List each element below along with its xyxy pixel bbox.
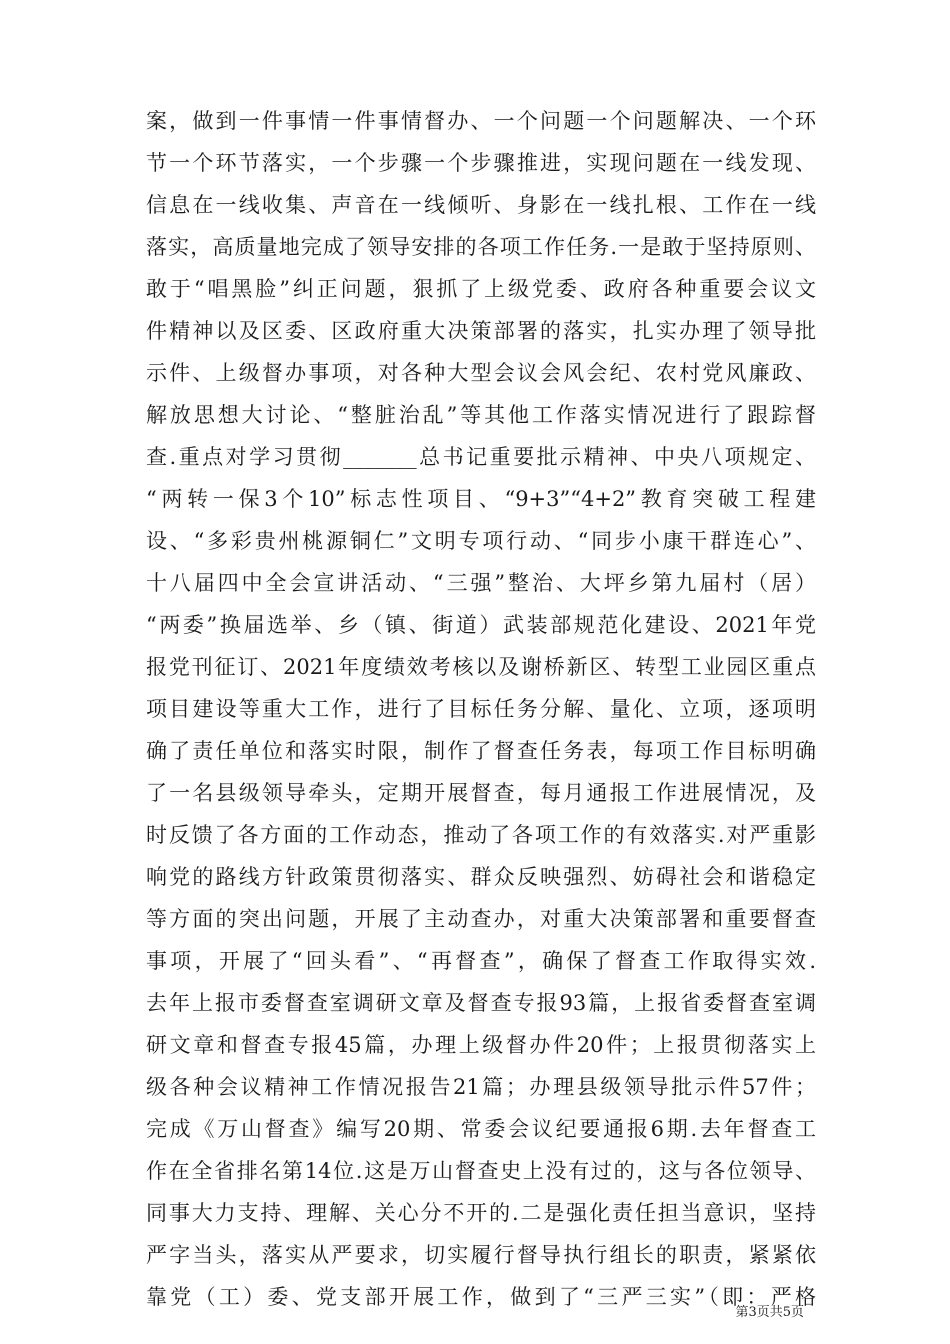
text-line: 示件、上级督办事项，对各种大型会议会风会纪、农村党风廉政、 <box>146 361 816 385</box>
text-line: 节一个环节落实，一个步骤一个步骤推进，实现问题在一线发现、 <box>146 151 816 175</box>
page-number-footer: 第3页共5页 <box>735 1305 804 1320</box>
text-line: 响党的路线方针政策贯彻落实、群众反映强烈、妨碍社会和谐稳定 <box>146 865 816 889</box>
text-line: 去年上报市委督查室调研文章及督查专报93篇，上报省委督查室调 <box>146 991 816 1015</box>
text-line: 严字当头，落实从严要求，切实履行督导执行组长的职责，紧紧依 <box>146 1243 816 1267</box>
text-line: 作在全省排名第14位.这是万山督查史上没有过的，这与各位领导、 <box>146 1159 816 1183</box>
text-line: 查.重点对学习贯彻_______总书记重要批示精神、中央八项规定、 <box>146 445 816 469</box>
text-line: 级各种会议精神工作情况报告21篇；办理县级领导批示件57件； <box>146 1075 816 1099</box>
text-line: 时反馈了各方面的工作动态，推动了各项工作的有效落实.对严重影 <box>146 823 816 847</box>
text-line: 信息在一线收集、声音在一线倾听、身影在一线扎根、工作在一线 <box>146 193 816 217</box>
text-line: “两委”换届选举、乡（镇、街道）武装部规范化建设、2021年党 <box>146 613 816 637</box>
text-line: 解放思想大讨论、“整脏治乱”等其他工作落实情况进行了跟踪督 <box>146 403 816 427</box>
body-paragraph <box>146 100 816 1318</box>
text-line: 报党刊征订、2021年度绩效考核以及谢桥新区、转型工业园区重点 <box>146 655 816 679</box>
text-line: 确了责任单位和落实时限，制作了督查任务表，每项工作目标明确 <box>146 739 816 763</box>
text-line: 事项，开展了“回头看”、“再督查”，确保了督查工作取得实效. <box>146 949 816 973</box>
text-line: 完成《万山督查》编写20期、常委会议纪要通报6期.去年督查工 <box>146 1117 816 1141</box>
text-line: 案，做到一件事情一件事情督办、一个问题一个问题解决、一个环 <box>146 109 816 133</box>
text-line: 设、“多彩贵州桃源铜仁”文明专项行动、“同步小康干群连心”、 <box>146 529 816 553</box>
text-line: 项目建设等重大工作，进行了目标任务分解、量化、立项，逐项明 <box>146 697 816 721</box>
text-line: 等方面的突出问题，开展了主动查办，对重大决策部署和重要督查 <box>146 907 816 931</box>
text-line: 件精神以及区委、区政府重大决策部署的落实，扎实办理了领导批 <box>146 319 816 343</box>
text-line: 了一名县级领导牵头，定期开展督查，每月通报工作进展情况，及 <box>146 781 816 805</box>
text-line: 同事大力支持、理解、关心分不开的.二是强化责任担当意识，坚持 <box>146 1201 816 1225</box>
text-line: “两转一保3个10”标志性项目、“9+3”“4+2”教育突破工程建 <box>146 487 816 511</box>
text-line: 研文章和督查专报45篇，办理上级督办件20件；上报贯彻落实上 <box>146 1033 816 1057</box>
text-line: 十八届四中全会宣讲活动、“三强”整治、大坪乡第九届村（居） <box>146 571 816 595</box>
text-line: 落实，高质量地完成了领导安排的各项工作任务.一是敢于坚持原则、 <box>146 235 816 259</box>
text-line: 靠党（工）委、党支部开展工作，做到了“三严三实”（即：严格 <box>146 1285 816 1309</box>
text-line: 敢于“唱黑脸”纠正问题，狠抓了上级党委、政府各种重要会议文 <box>146 277 816 301</box>
